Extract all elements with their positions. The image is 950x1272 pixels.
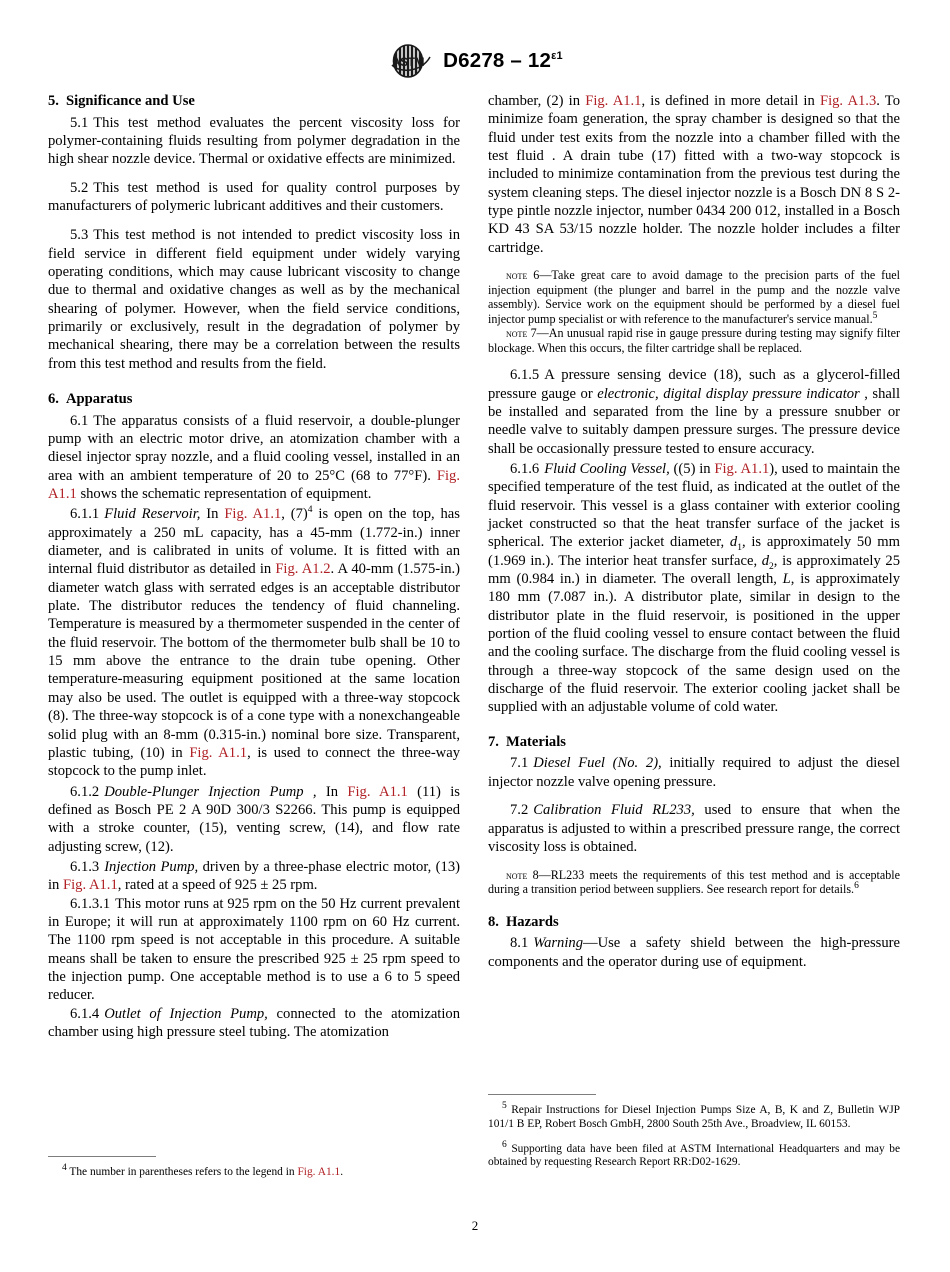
paragraph-6-1-3-text-a: driven by a three-phase electric motor, (13) in bbox=[48, 858, 460, 894]
continuation-text-a: chamber, (2) in bbox=[488, 93, 586, 109]
variable-d1-subscript: 1 bbox=[737, 543, 742, 554]
paragraph-6-1-3-text-b: , rated at a speed of 925 ± 25 rpm. bbox=[117, 877, 318, 894]
note-6-text: —Take great care to avoid damage to the precision parts of the fuel injection equipment (the plunger and barrel in the pump and the nozzle valve assembly). Service work on the equipment should be performed by a diesel fuel injector pump specialist or with reference to the manufacturer's service manual. bbox=[488, 268, 900, 326]
note-8-label: note 8 bbox=[506, 867, 539, 882]
section-5-title: Significance and Use bbox=[65, 93, 195, 109]
paragraph-6-1-1-label: Fluid Reservoir, bbox=[104, 506, 201, 523]
paragraph-6-1 bbox=[48, 412, 460, 504]
note-8 bbox=[488, 868, 900, 897]
note-7 bbox=[488, 326, 900, 355]
paragraph-6-1-1-text-e: , is used to connect the three-way stopcock to the pump inlet. bbox=[48, 744, 460, 780]
paragraph-6-1-5-italic: electronic, digital display pressure indicator bbox=[597, 385, 860, 402]
paragraph-6-1-3-1 bbox=[48, 895, 460, 1005]
note-8-text: —RL233 meets the requirements of this test method and is acceptable during a transition period between suppliers. See research report for details. bbox=[488, 867, 900, 897]
paragraph-7-1-text: initially required to adjust the diesel injector nozzle valve opening pressure. bbox=[488, 755, 900, 790]
paragraph-6-1-3-1-number: 6.1.3.1 bbox=[70, 895, 111, 912]
paragraph-6-1-1-text-a: In bbox=[200, 506, 225, 523]
link-fig-a1-3[interactable]: Fig. A1.3 bbox=[819, 93, 877, 109]
link-fig-a1-1[interactable]: Fig. A1.1 bbox=[224, 506, 282, 523]
paragraph-6-1-text-a: The apparatus consists of a fluid reservoir, a double-plunger pump with an electric motor drive, an atomization chamber with a diesel injector spray nozzle, and a fluid cooling vessel, installed in an area with an ambient temperature of 20 to 25°C (68 to 77°F). bbox=[48, 412, 460, 484]
link-fig-a1-1[interactable]: Fig. A1.1 bbox=[189, 744, 248, 761]
paragraph-5-1-number: 5.1 bbox=[70, 114, 89, 131]
paragraph-5-2 bbox=[48, 179, 460, 216]
paragraph-6-1-number: 6.1 bbox=[70, 412, 89, 429]
paragraph-6-1-4-text: connected to the atomization chamber using high pressure steel tubing. The atomization bbox=[48, 1005, 460, 1040]
paragraph-6-1-4-number: 6.1.4 bbox=[70, 1005, 100, 1022]
page-number: 2 bbox=[471, 1218, 479, 1233]
footnote-5 bbox=[488, 1101, 900, 1131]
paragraph-6-1-5-text-b: , shall be installed and separated from the line by a pressure snubber or needle valve to suitably dampen pressure surges. The pressure device shall be occasionally pressure tested to ensure accuracy. bbox=[488, 385, 900, 457]
section-7-number: 7. bbox=[488, 733, 499, 750]
paragraph-8-1-text: —Use a safety shield between the high-pressure components and the operator during use of equipment. bbox=[488, 935, 900, 970]
paragraph-6-1-1-number: 6.1.1 bbox=[70, 506, 100, 523]
footnote-marker-4[interactable]: 4 bbox=[307, 505, 313, 516]
paragraph-7-2-number: 7.2 bbox=[510, 802, 529, 819]
link-fig-a1-1[interactable]: Fig. A1.1 bbox=[585, 93, 642, 109]
continuation-text-c: . To minimize foam generation, the spray chamber is designed so that the fluid under test exits from the nozzle into a chamber filled with the test fluid . A drain tube (17) fitted with a two-way stopcock is included to minimize contamination from the previous test during the system cleaning steps. The diesel injector nozzle is a Bosch DN 8 S 2-type pintle nozzle injector, number 0434 200 012, installed in a Bosch KD 43 SA 53/15 nozzle holder. The nozzle holder includes a filter cartridge. bbox=[488, 93, 901, 256]
paragraph-6-1-text-b: shows the schematic representation of equipment. bbox=[76, 486, 372, 503]
paragraph-8-1 bbox=[488, 934, 900, 971]
paragraph-6-1-4-continued bbox=[488, 92, 900, 257]
paragraph-6-1-6-text-c: , is approximately 50 mm (1.969 in.). The interior heat transfer surface, bbox=[488, 534, 900, 569]
paragraph-6-1-1-text-c: is open on the top, has approximately a 250 mL capacity, has a 45-mm (1.772-in.) inner diameter, and is calibrated in units of volume. It is fitted with an internal fluid distributor as detailed in bbox=[48, 506, 460, 578]
section-8-number: 8. bbox=[488, 913, 499, 930]
paragraph-6-1-3-label: Injection Pump, bbox=[104, 858, 199, 875]
paragraph-7-2 bbox=[488, 801, 900, 856]
footnote-5-marker: 5 bbox=[502, 1101, 507, 1112]
footnote-4-text-b: . bbox=[340, 1166, 344, 1179]
paragraph-5-2-text: This test method is used for quality control purposes by manufacturers of polymeric lubricant additives and their customers. bbox=[48, 180, 460, 215]
note-7-text: —An unusual rapid rise in gauge pressure during testing may signify filter blockage. When this occurs, the filter cartridge shall be replaced. bbox=[488, 326, 900, 356]
paragraph-6-1-6-label: Fluid Cooling Vessel, bbox=[544, 460, 670, 477]
variable-d2-subscript: 2 bbox=[769, 561, 774, 572]
section-8-title: Hazards bbox=[505, 913, 559, 930]
section-heading-6 bbox=[48, 390, 460, 409]
paragraph-6-1-2 bbox=[48, 783, 460, 856]
right-column bbox=[488, 92, 900, 971]
variable-l: L bbox=[782, 570, 791, 587]
footnote-rule bbox=[48, 1156, 156, 1157]
footnote-6 bbox=[488, 1139, 900, 1170]
paragraph-6-1-5-number: 6.1.5 bbox=[510, 367, 540, 384]
section-6-title: Apparatus bbox=[65, 391, 133, 408]
paragraph-6-1-5-text-a: A pressure sensing device (18), such as a glycerol-filled pressure gauge or bbox=[488, 367, 900, 402]
link-fig-a1-1[interactable]: Fig. A1.1 bbox=[48, 467, 460, 503]
paragraph-6-1-4-label: Outlet of Injection Pump, bbox=[104, 1005, 268, 1022]
paragraph-6-1-4 bbox=[48, 1005, 460, 1042]
paragraph-5-2-number: 5.2 bbox=[70, 180, 89, 197]
link-fig-a1-1[interactable]: Fig. A1.1 bbox=[714, 460, 770, 477]
note-6 bbox=[488, 268, 900, 326]
note-6-label: note 6 bbox=[506, 268, 540, 283]
link-fig-a1-1[interactable]: Fig. A1.1 bbox=[63, 877, 118, 894]
footnote-4 bbox=[48, 1163, 460, 1180]
paragraph-7-1 bbox=[488, 754, 900, 791]
section-heading-7 bbox=[488, 733, 900, 752]
left-column bbox=[48, 92, 460, 1041]
paragraph-6-1-5 bbox=[488, 366, 900, 458]
link-fig-a1-1[interactable]: Fig. A1.1 bbox=[347, 783, 408, 800]
paragraph-6-1-1-text-d: . A 40-mm (1.575-in.) diameter watch glass with serrated edges is an acceptable distributor plate. The distributor reduces the tendency of fluid channeling. Temperature is measured by a thermometer suspended in the center of the fluid reservoir. The bottom of the thermometer bulb shall be 10 to 15 mm above the entrance to the drain tube opening. Other temperature-measuring equipment positioned at the same location may also be used. The outlet is equipped with a three-way stopcock (8). The three-way stopcock is of a cone type with a nonexchangeable solid plug with an 8-mm (0.315-in.) nominal bore size. Transparent, plastic tubing, (10) in bbox=[48, 561, 460, 761]
paragraph-6-1-3 bbox=[48, 858, 460, 895]
footnote-6-marker: 6 bbox=[502, 1139, 507, 1150]
paragraph-5-1-text: This test method evaluates the percent viscosity loss for polymer-containing fluids resulting from polymer degradation in the high shear nozzle device. Thermal or oxidative effects are minimized. bbox=[48, 114, 460, 168]
left-footnote-block bbox=[48, 1156, 460, 1180]
paragraph-7-2-text: used to ensure that when the apparatus is adjusted to within a prescribed pressure range, the correct viscosity loss is obtained. bbox=[488, 802, 901, 856]
link-fig-a1-2[interactable]: Fig. A1.2 bbox=[275, 561, 331, 578]
page-header bbox=[0, 44, 950, 78]
paragraph-6-1-1-text-b: , (7) bbox=[281, 506, 308, 523]
paragraph-7-2-label: Calibration Fluid RL233, bbox=[533, 802, 695, 819]
footnote-4-marker: 4 bbox=[62, 1163, 67, 1174]
paragraph-7-1-number: 7.1 bbox=[510, 755, 529, 772]
paragraph-5-3-number: 5.3 bbox=[70, 227, 89, 244]
variable-d2: d bbox=[761, 552, 770, 569]
section-5-number: 5. bbox=[48, 93, 59, 109]
footnote-rule bbox=[488, 1094, 596, 1095]
footnote-4-text-a: The number in parentheses refers to the legend in bbox=[66, 1166, 298, 1179]
paragraph-6-1-1 bbox=[48, 505, 460, 780]
footnote-marker-5[interactable]: 5 bbox=[872, 310, 878, 321]
paragraph-6-1-2-text-b: (11) is defined as Bosch PE 2 A 90D 300/3 S2266. This pump is equipped with a stroke counter, (15), venting screw, (14), and flow rate adjusting screw, (12). bbox=[48, 783, 460, 855]
footnote-6-text: Supporting data have been filed at ASTM International Headquarters and may be obtained by requesting Research Report RR:D02-1629. bbox=[488, 1142, 900, 1169]
section-heading-8 bbox=[488, 913, 900, 932]
continuation-text-b: , is defined in more detail in bbox=[641, 93, 820, 109]
paragraph-6-1-6-text-b: ), used to maintain the specified temperature of the test fluid, as indicated at the outlet of the fluid reservoir. This vessel is a glass container with exterior cooling jacket constructed so that the heat transfer surface of the jacket is spherical. The exterior jacket diameter, bbox=[488, 460, 900, 551]
paragraph-6-1-2-text-a: In bbox=[316, 783, 348, 800]
svg-text:ASTM: ASTM bbox=[392, 55, 425, 69]
section-heading-5 bbox=[48, 92, 460, 111]
paragraph-6-1-6-number: 6.1.6 bbox=[510, 460, 540, 477]
paragraph-6-1-6-text-d: , is approximately 25 mm (0.984 in.) in diameter. The overall length, bbox=[488, 552, 900, 587]
section-6-number: 6. bbox=[48, 391, 59, 408]
note-7-label: note 7 bbox=[506, 326, 537, 341]
link-fig-a1-1[interactable]: Fig. A1.1 bbox=[297, 1166, 341, 1179]
footnote-marker-6[interactable]: 6 bbox=[854, 881, 859, 892]
document-number-text: D6278 – 12 bbox=[443, 49, 552, 72]
astm-logo bbox=[387, 44, 433, 78]
paragraph-6-1-2-label: Double-Plunger Injection Pump , bbox=[104, 783, 317, 800]
paragraph-5-3-text: This test method is not intended to predict viscosity loss in field service in different field equipment under widely varying operating conditions, which may cause lubricant viscosity to change due to thermal and oxidative changes as well as by the mechanical shearing of polymer. However, when the field service conditions, primarily or exclusively, result in the degradation of polymer by mechanical shearing, there may be a correlation between the results from this test method and results from the field. bbox=[48, 227, 460, 372]
paragraph-8-1-number: 8.1 bbox=[510, 935, 529, 952]
paragraph-8-1-label: Warning bbox=[533, 935, 583, 952]
right-footnote-block bbox=[488, 1094, 900, 1170]
footnote-5-text: Repair Instructions for Diesel Injection Pumps Size A, B, K and Z, Bulletin WJP 101/1 B EP, Robert Bosch GmbH, 2800 South 25th Ave., Broadview, IL 60153. bbox=[488, 1104, 900, 1130]
paragraph-5-3 bbox=[48, 226, 460, 373]
paragraph-6-1-2-number: 6.1.2 bbox=[70, 783, 100, 800]
document-number bbox=[443, 49, 563, 73]
paragraph-5-1 bbox=[48, 114, 460, 169]
paragraph-6-1-6 bbox=[488, 460, 900, 717]
document-number-superscript: ε1 bbox=[551, 50, 563, 63]
paragraph-6-1-6-text-e: , is approximately 180 mm (7.087 in.). A distributor plate, similar in design to the distributor plate in the fluid reservoir, is positioned in the upper portion of the fluid cooling vessel to ensure contact between the fluid and the cooling surface. The discharge from the fluid cooling vessel is through a three-way stopcock of the same design used on the discharge of the fluid reservoir. The exterior cooling jacket shall be supplied with an adjustable volume of cold water. bbox=[488, 570, 900, 716]
paragraph-6-1-6-text-a: ((5) in bbox=[669, 460, 715, 477]
paragraph-6-1-3-1-text: This motor runs at 925 rpm on the 50 Hz current prevalent in Europe; it will run at approximately 1100 rpm on 60 Hz current. The 1100 rpm speed is not acceptable in this procedure. A suitable means shall be taken to ensure the prescribed 925 ± 25 rpm speed to the injection pump. One acceptable method is to use a 6 to 5 speed reducer. bbox=[48, 895, 460, 1004]
section-7-title: Materials bbox=[505, 733, 566, 750]
variable-d1: d bbox=[729, 534, 738, 551]
paragraph-6-1-3-number: 6.1.3 bbox=[70, 858, 100, 875]
paragraph-7-1-label: Diesel Fuel (No. 2), bbox=[533, 755, 662, 772]
